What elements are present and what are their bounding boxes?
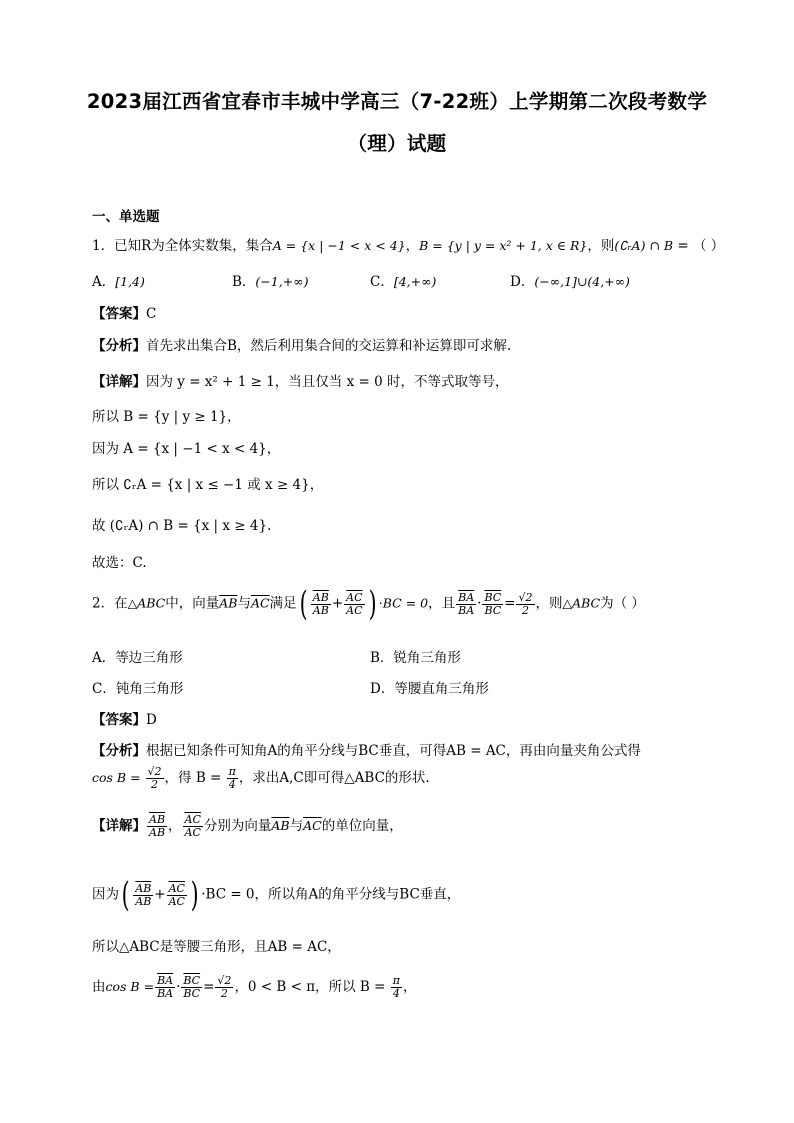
q2-analysis-1: 【分析】根据已知条件可知角A的角平分线与BC垂直，可得AB = AC，再由向量夹角公式得	[92, 743, 641, 759]
q1-detail-5: 故 (∁ᵣA) ∩ B = {x | x ≥ 4}.	[92, 518, 272, 534]
q1-option-d: D．(−∞,1]∪(4,+∞)	[510, 274, 630, 290]
q2-detail-1: 【详解】 $\frac{\overline{AB}}{AB}$ ， $\frac{\overline{AC}}{AC}$ 分别为向量$\overline{AB}$与$\overline{AC}$的单位向量，	[92, 813, 403, 839]
q1-set-b: B = {y | y = x² + 1, x ∈ R}	[419, 238, 588, 253]
q2-option-b: B．锐角三角形	[370, 650, 461, 666]
q1-option-c: C．[4,+∞)	[370, 274, 437, 290]
q2-detail-2: 因为( $\frac{\overline{AB}}{AB}$ + $\frac{\overline{AC}}{AC}$ ) ·BC = 0，所以角A的角平分线与BC垂直，	[92, 875, 461, 915]
q1-stem-b: ，则	[587, 238, 615, 254]
q2-analysis-2: cos B = $\frac{√2}{2}$ ，得 B = $\frac{\pi}{4}$ ，求出A,C即可得△ABC的形状.	[92, 765, 430, 791]
q2-option-a: A．等边三角形	[92, 650, 183, 666]
q1-set-a: A = {x | −1 < x < 4}	[272, 238, 406, 253]
q1-option-b: B．(−1,+∞)	[232, 274, 309, 290]
q1-stem-a: 1．已知R为全体实数集，集合	[92, 238, 273, 254]
q1-detail-6: 故选：C.	[92, 555, 147, 571]
q2-detail-3: 所以△ABC是等腰三角形，且AB = AC，	[92, 939, 341, 955]
q2-answer: 【答案】D	[92, 712, 157, 728]
q1-detail-1: 【详解】因为 y = x² + 1 ≥ 1，当且仅当 x = 0 时，不等式取等号，	[92, 374, 509, 390]
q2-stem: 2．在△ABC中，向量$\overline{AB}$与$\overline{AC}$满足( $\frac{\overline{AB}}{AB}$ + $\frac{\overline{AC}}{AC}$ ) ·BC = 0，且 $\frac{\overline{BA}}{BA}$ · $\frac{\overline{BC}}{BC}$ = $\frac{√2}{2}$ ，则△ABC为（ ）	[92, 584, 645, 624]
q1-detail-2: 所以 B = {y | y ≥ 1}，	[92, 409, 241, 425]
section-heading: 一、单选题	[92, 209, 160, 225]
q1-detail-3: 因为 A = {x | −1 < x < 4}，	[92, 441, 281, 457]
q1-stem-c: = （ ）	[673, 238, 725, 254]
q1-stem	[92, 234, 724, 254]
q2-detail-4: 由cos B = $\frac{\overline{BA}}{BA}$ · $\frac{\overline{BC}}{BC}$ = $\frac{√2}{2}$ ，0 < B < π，所以 B = $\frac{\pi}{4}$ ，	[92, 974, 417, 1000]
q1-detail-4: 所以 ∁ᵣA = {x | x ≤ −1 或 x ≥ 4}，	[92, 477, 324, 493]
q2-option-c: C．钝角三角形	[92, 681, 184, 697]
q2-option-d: D．等腰直角三角形	[370, 681, 489, 697]
q1-option-a: A．[1,4)	[92, 274, 145, 290]
q1-answer: 【答案】C	[92, 306, 157, 322]
document-title-line2: （理）试题	[347, 132, 447, 155]
document-title-line1: 2023届江西省宜春市丰城中学高三（7-22班）上学期第二次段考数学	[86, 90, 708, 113]
q1-comma: ，	[405, 238, 420, 254]
q1-expr: (∁ᵣA) ∩ B	[614, 238, 674, 253]
q1-analysis: 【分析】首先求出集合B，然后利用集合间的交运算和补运算即可求解.	[92, 338, 512, 354]
